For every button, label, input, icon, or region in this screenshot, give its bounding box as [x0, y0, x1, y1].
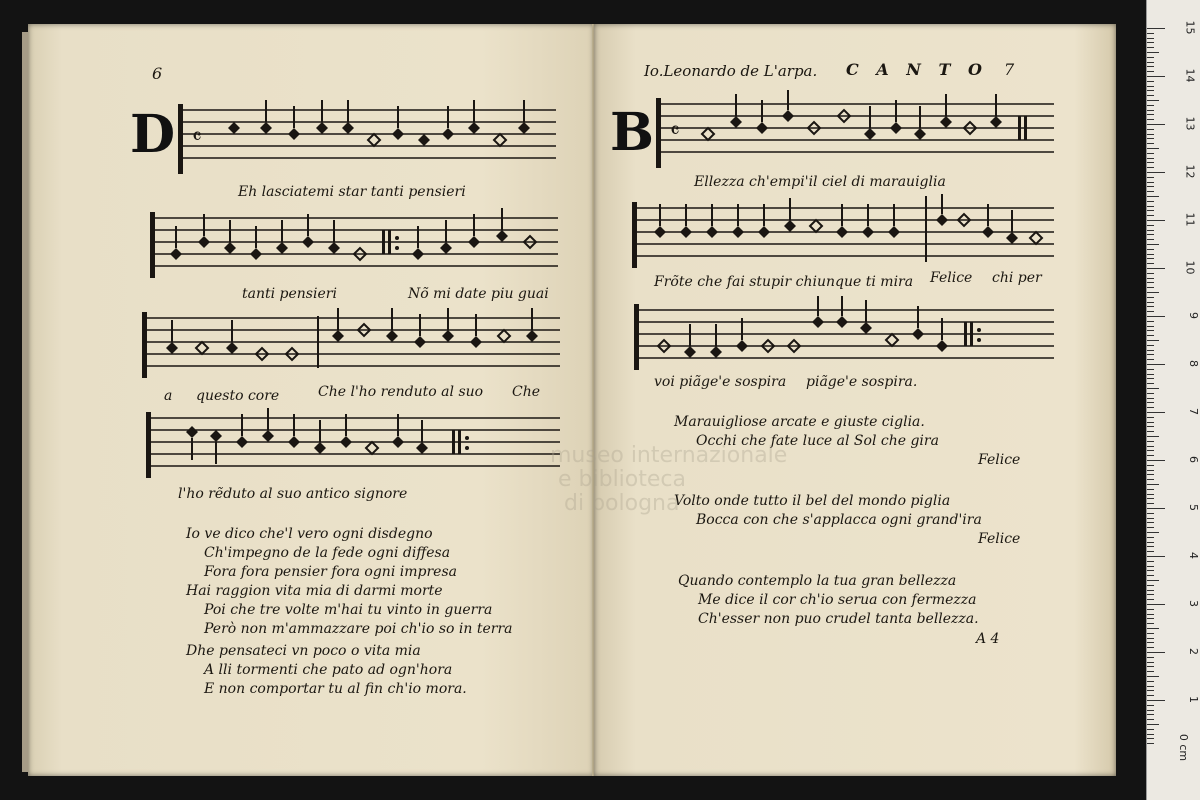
ruler-tick: [1147, 412, 1165, 413]
ruler-tick: [1147, 249, 1154, 250]
ruler-label: 0 cm: [1176, 733, 1190, 762]
ruler-tick: [1147, 42, 1154, 43]
left-verse-line: Ch'impegno de la fede ogni diffesa: [204, 545, 451, 561]
ruler-tick: [1147, 705, 1154, 706]
left-verse-line: Però non m'ammazzare poi ch'io so in terra: [204, 621, 513, 637]
ruler-tick: [1147, 153, 1154, 154]
watermark-line: museo internazionale: [550, 443, 788, 468]
ruler-tick: [1147, 263, 1154, 264]
ruler-tick: [1147, 47, 1154, 48]
ruler-tick: [1147, 230, 1154, 231]
left-verse-line: E non comportar tu al fin ch'io mora.: [204, 681, 467, 697]
ruler-tick: [1147, 652, 1165, 653]
ruler-tick: [1147, 330, 1154, 331]
ruler-tick: [1147, 316, 1165, 317]
right-lyric-5: voi piãge'e sospira: [654, 374, 787, 390]
ruler-tick: [1147, 335, 1154, 336]
left-lyric-6: Che l'ho renduto al suo: [318, 384, 484, 400]
ruler-tick: [1147, 254, 1154, 255]
left-initial-letter: D: [130, 104, 176, 165]
ruler-tick: [1147, 666, 1154, 667]
ruler-tick: [1147, 287, 1154, 288]
right-lyric-2: Frõte che fai stupir chiunque ti mira: [654, 274, 914, 290]
ruler-tick: [1147, 474, 1154, 475]
ruler-tick: [1147, 340, 1159, 341]
canto-label: C A N T O: [846, 60, 988, 79]
ruler-tick: [1147, 268, 1165, 269]
ruler-tick: [1147, 426, 1154, 427]
ruler-tick: [1147, 354, 1154, 355]
ruler-label: 12: [1183, 164, 1197, 179]
ruler-tick: [1147, 441, 1154, 442]
left-page: [28, 24, 594, 776]
ruler-tick: [1147, 518, 1154, 519]
ruler-tick: [1147, 681, 1154, 682]
left-lyric-3: Nõ mi date piu guai: [408, 286, 549, 302]
ruler-tick: [1147, 446, 1154, 447]
left-staff-4: [146, 402, 562, 482]
ruler-tick: [1147, 57, 1154, 58]
ruler-label: 5: [1187, 504, 1200, 511]
right-verse-line: Quando contemplo la tua gran bellezza: [678, 573, 957, 589]
ruler-tick: [1147, 143, 1154, 144]
ruler-tick: [1147, 590, 1154, 591]
right-initial-letter: B: [610, 102, 654, 163]
ruler-tick: [1147, 633, 1154, 634]
right-verse-line: Bocca con che s'applacca ogni grand'ira: [696, 512, 982, 528]
ruler-tick: [1147, 148, 1159, 149]
ruler-tick: [1147, 609, 1154, 610]
ruler-tick: [1147, 710, 1154, 711]
right-page: [594, 24, 1116, 776]
ruler-tick: [1147, 729, 1154, 730]
ruler-tick: [1147, 546, 1154, 547]
ruler-tick: [1147, 503, 1154, 504]
ruler-tick: [1147, 489, 1154, 490]
ruler-tick: [1147, 450, 1154, 451]
ruler-tick: [1147, 575, 1154, 576]
ruler-tick: [1147, 297, 1154, 298]
ruler-tick: [1147, 561, 1154, 562]
left-lyric-1: Eh lasciatemi star tanti pensieri: [238, 184, 466, 200]
ruler-tick: [1147, 86, 1154, 87]
ruler-tick: [1147, 374, 1154, 375]
ruler-tick: [1147, 76, 1165, 77]
ruler-tick: [1147, 172, 1165, 173]
ruler-tick: [1147, 162, 1154, 163]
ruler-tick: [1147, 647, 1154, 648]
ruler-tick: [1147, 114, 1154, 115]
ruler-tick: [1147, 311, 1154, 312]
ruler-label: 2: [1187, 648, 1200, 655]
ruler-tick: [1147, 191, 1154, 192]
ruler-tick: [1147, 537, 1154, 538]
right-lyric-1: Ellezza ch'empi'il ciel di marauiglia: [694, 174, 946, 190]
ruler-tick: [1147, 292, 1159, 293]
ruler-tick: [1147, 422, 1154, 423]
ruler-label: 3: [1187, 600, 1200, 607]
ruler-tick: [1147, 234, 1154, 235]
ruler-tick: [1147, 407, 1154, 408]
ruler-tick: [1147, 734, 1154, 735]
ruler-tick: [1147, 110, 1154, 111]
right-verse-line: Me dice il cor ch'io serua con fermezza: [698, 592, 977, 608]
left-verse-line: Hai raggion vita mia di darmi morte: [186, 583, 443, 599]
right-verse-line: Ch'esser non puo crudel tanta bellezza.: [698, 611, 979, 627]
svg-text:𝄴: 𝄴: [192, 125, 202, 150]
svg-text:𝄴: 𝄴: [670, 119, 680, 144]
ruler-label: 8: [1187, 360, 1200, 367]
ruler-tick: [1147, 513, 1154, 514]
ruler-tick: [1147, 225, 1154, 226]
ruler-tick: [1147, 671, 1154, 672]
watermark-line: di bologna: [564, 491, 680, 516]
ruler-tick: [1147, 599, 1154, 600]
ruler-tick: [1147, 33, 1154, 34]
left-lyric-8: l'ho rẽduto al suo antico signore: [178, 486, 408, 502]
ruler-label: 7: [1187, 408, 1200, 415]
right-staff-2: [632, 192, 1056, 272]
ruler-tick: [1147, 239, 1154, 240]
left-lyric-5: questo core: [196, 388, 280, 404]
ruler-tick: [1147, 38, 1154, 39]
left-lyric-2: tanti pensieri: [242, 286, 337, 302]
ruler-tick: [1147, 527, 1154, 528]
right-lyric-6: piãge'e sospira.: [806, 374, 918, 390]
ruler-tick: [1147, 359, 1154, 360]
ruler-tick: [1147, 215, 1154, 216]
right-verse-line: Marauigliose arcate e giuste ciglia.: [674, 414, 925, 430]
ruler-tick: [1147, 628, 1159, 629]
ruler-tick: [1147, 378, 1154, 379]
ruler-tick: [1147, 119, 1154, 120]
ruler-tick: [1147, 566, 1154, 567]
ruler-tick: [1147, 90, 1154, 91]
ruler-tick: [1147, 220, 1165, 221]
ruler-tick: [1147, 570, 1154, 571]
ruler-tick: [1147, 551, 1154, 552]
ruler-tick: [1147, 383, 1154, 384]
ruler-tick: [1147, 138, 1154, 139]
ruler-tick: [1147, 201, 1154, 202]
left-lyric-7: Che: [512, 384, 541, 400]
ruler-tick: [1147, 690, 1154, 691]
ruler-tick: [1147, 388, 1159, 389]
left-page-number: 6: [152, 64, 163, 83]
ruler-tick: [1147, 614, 1154, 615]
left-verse-line: A lli tormenti che pato ad ogn'hora: [204, 662, 453, 678]
ruler-label: 15: [1183, 20, 1197, 35]
ruler-tick: [1147, 306, 1154, 307]
ruler-tick: [1147, 676, 1159, 677]
ruler-tick: [1147, 556, 1165, 557]
ruler-tick: [1147, 105, 1154, 106]
ruler-tick: [1147, 714, 1154, 715]
ruler-tick: [1147, 81, 1154, 82]
watermark-line: e biblioteca: [558, 467, 686, 492]
ruler-tick: [1147, 738, 1154, 739]
ruler-tick: [1147, 95, 1154, 96]
left-verse-line: Poi che tre volte m'hai tu vinto in guerra: [204, 602, 493, 618]
left-staff-1: [178, 94, 558, 179]
right-verse-line: Felice: [978, 452, 1021, 468]
open-book: [22, 14, 1122, 786]
ruler-label: 1: [1187, 696, 1200, 703]
ruler-tick: [1147, 460, 1165, 461]
ruler-tick: [1147, 71, 1154, 72]
ruler-tick: [1147, 28, 1165, 29]
ruler-label: 9: [1187, 312, 1200, 319]
ruler-tick: [1147, 258, 1154, 259]
ruler-tick: [1147, 167, 1154, 168]
ruler-tick: [1147, 278, 1154, 279]
ruler-tick: [1147, 244, 1159, 245]
ruler-tick: [1147, 618, 1154, 619]
ruler-tick: [1147, 542, 1154, 543]
ruler-tick: [1147, 465, 1154, 466]
left-lyric-4: a: [164, 388, 173, 404]
ruler-tick: [1147, 522, 1154, 523]
ruler-tick: [1147, 532, 1159, 533]
ruler-tick: [1147, 66, 1154, 67]
ruler-tick: [1147, 302, 1154, 303]
right-verse-line: Felice: [978, 531, 1021, 547]
centimeter-ruler: [1146, 0, 1200, 800]
ruler-tick: [1147, 129, 1154, 130]
ruler-tick: [1147, 100, 1159, 101]
ruler-tick: [1147, 585, 1154, 586]
ruler-tick: [1147, 326, 1154, 327]
left-staff-3: [142, 302, 562, 384]
ruler-label: 14: [1183, 68, 1197, 83]
ruler-tick: [1147, 398, 1154, 399]
ruler-tick: [1147, 350, 1154, 351]
left-verse-line: Io ve dico che'l vero ogni disdegno: [186, 526, 433, 542]
right-page-number: 7: [1004, 60, 1015, 79]
ruler-label: 11: [1183, 212, 1197, 227]
ruler-tick: [1147, 282, 1154, 283]
signature-mark: A 4: [976, 631, 1000, 647]
ruler-tick: [1147, 345, 1154, 346]
ruler-tick: [1147, 417, 1154, 418]
ruler-tick: [1147, 134, 1154, 135]
right-lyric-3: Felice: [930, 270, 973, 286]
ruler-tick: [1147, 662, 1154, 663]
ruler-tick: [1147, 638, 1154, 639]
ruler-tick: [1147, 594, 1154, 595]
ruler-tick: [1147, 743, 1154, 744]
ruler-tick: [1147, 393, 1154, 394]
right-verse-line: Volto onde tutto il bel del mondo piglia: [674, 493, 951, 509]
ruler-tick: [1147, 124, 1165, 125]
ruler-tick: [1147, 273, 1154, 274]
ruler-tick: [1147, 455, 1154, 456]
ruler-tick: [1147, 470, 1154, 471]
ruler-tick: [1147, 479, 1154, 480]
right-lyric-4: chi per: [992, 270, 1042, 286]
ruler-label: 6: [1187, 456, 1200, 463]
ruler-tick: [1147, 657, 1154, 658]
ruler-tick: [1147, 494, 1154, 495]
ruler-tick: [1147, 580, 1159, 581]
ruler-tick: [1147, 604, 1165, 605]
ruler-tick: [1147, 719, 1154, 720]
ruler-tick: [1147, 686, 1154, 687]
ruler-tick: [1147, 724, 1159, 725]
left-verse-line: Dhe pensateci vn poco o vita mia: [186, 643, 421, 659]
ruler-tick: [1147, 695, 1154, 696]
ruler-tick: [1147, 642, 1154, 643]
ruler-tick: [1147, 700, 1165, 701]
ruler-tick: [1147, 508, 1165, 509]
ruler-tick: [1147, 498, 1154, 499]
ruler-tick: [1147, 431, 1154, 432]
ruler-tick: [1147, 210, 1154, 211]
ruler-tick: [1147, 321, 1154, 322]
right-verse-line: Occhi che fate luce al Sol che gira: [696, 433, 939, 449]
left-staff-2: [150, 202, 560, 282]
ruler-tick: [1147, 206, 1154, 207]
ruler-tick: [1147, 196, 1159, 197]
ruler-tick: [1147, 436, 1159, 437]
library-watermark: [550, 444, 787, 516]
ruler-tick: [1147, 402, 1154, 403]
right-staff-1: [656, 88, 1056, 173]
ruler-tick: [1147, 623, 1154, 624]
right-staff-3: [634, 294, 1056, 374]
ruler-tick: [1147, 52, 1159, 53]
ruler-label: 10: [1183, 260, 1197, 275]
ruler-tick: [1147, 177, 1154, 178]
ruler-label: 4: [1187, 552, 1200, 559]
ruler-tick: [1147, 182, 1154, 183]
ruler-tick: [1147, 369, 1154, 370]
running-head: Io.Leonardo de L'arpa.: [644, 62, 818, 80]
ruler-tick: [1147, 484, 1159, 485]
ruler-tick: [1147, 186, 1154, 187]
ruler-tick: [1147, 158, 1154, 159]
ruler-tick: [1147, 364, 1165, 365]
ruler-label: 13: [1183, 116, 1197, 131]
left-verse-line: Fora fora pensier fora ogni impresa: [204, 564, 457, 580]
ruler-tick: [1147, 62, 1154, 63]
